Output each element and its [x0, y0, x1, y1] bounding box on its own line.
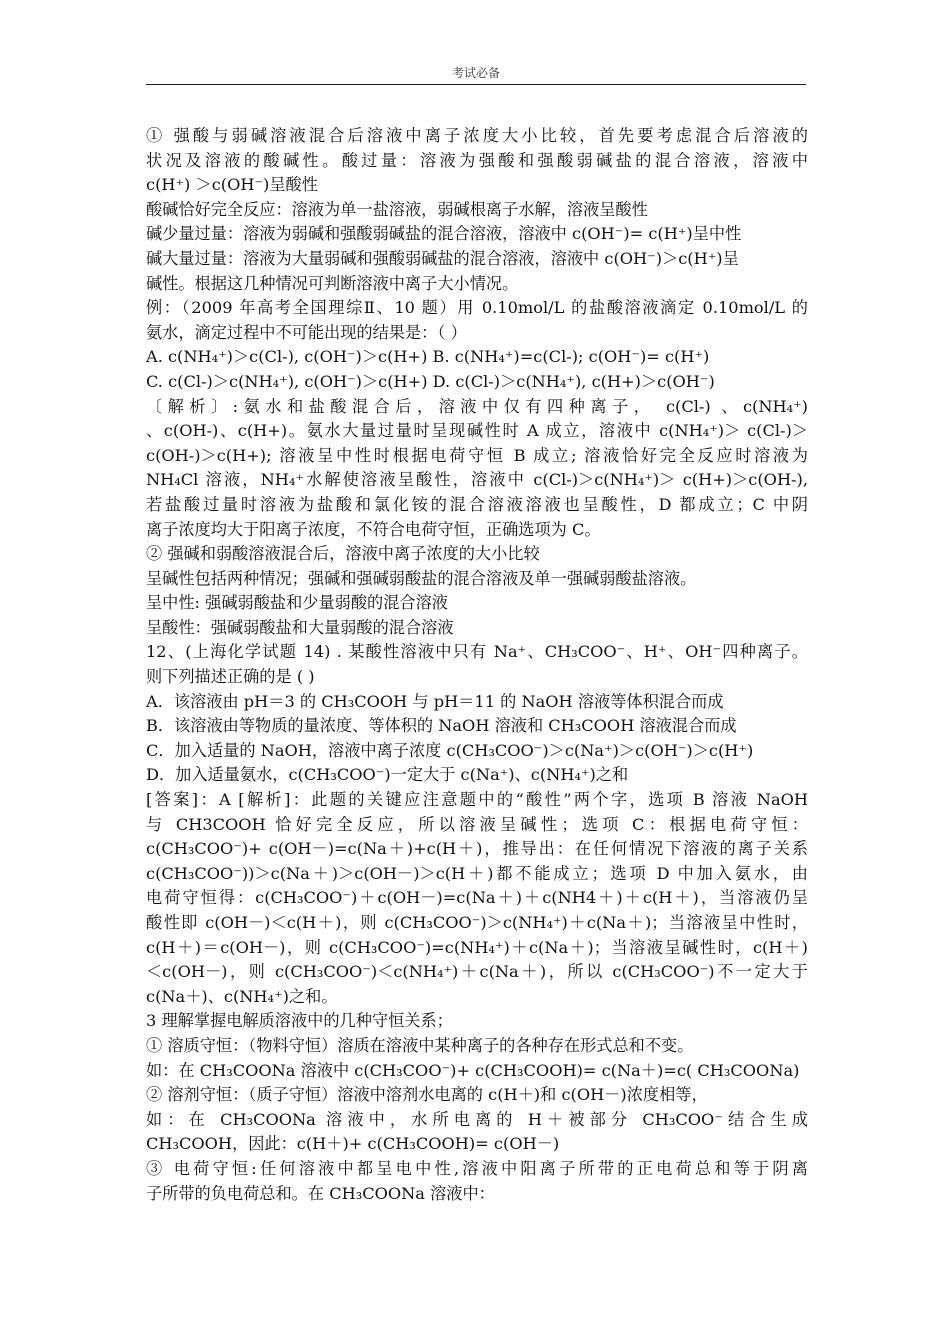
text-line: 子所带的负电荷总和。在 CH₃COONa 溶液中：: [146, 1183, 495, 1203]
text-line: 状况及溶液的酸碱性。酸过量：溶液为强酸和强酸弱碱盐的混合溶液，溶液中: [146, 150, 808, 170]
text-line: c(CH₃COO⁻)+ c(OH－)=c(Na＋)+c(H＋)，推导出：在任何情况下溶液的离子关系: [146, 839, 808, 859]
text-line: [答案]：A [解析]：此题的关键应注意题中的“酸性”两个字，选项 B 溶液 NaOH: [146, 790, 808, 810]
document-body: [146, 124, 808, 1206]
page-header: 考试必备: [451, 66, 500, 80]
text-line: ③ 电荷守恒:任何溶液中都呈电中性,溶液中阳离子所带的正电荷总和等于阴离: [146, 1158, 808, 1178]
text-line: A. c(NH₄⁺)＞c(Cl-), c(OH⁻)＞c(H+) B. c(NH₄⁺)=c(Cl-); c(OH⁻)= c(H⁺): [146, 347, 710, 367]
text-line: ② 强碱和弱酸溶液混合后，溶液中离子浓度的大小比较: [146, 544, 540, 564]
text-line: 若盐酸过量时溶液为盐酸和氯化铵的混合溶液溶液也呈酸性，D 都成立；C 中阴: [146, 494, 808, 514]
text-line: 呈酸性：强碱弱酸盐和大量弱酸的混合溶液: [146, 617, 454, 637]
text-line: ② 溶剂守恒：（质子守恒）溶液中溶剂水电离的 c(H＋)和 c(OH－)浓度相等，: [146, 1085, 708, 1105]
text-line: B．该溶液由等物质的量浓度、等体积的 NaOH 溶液和 CH₃COOH 溶液混合而成: [146, 716, 737, 736]
text-line: C. c(Cl-)＞c(NH₄⁺), c(OH⁻)＞c(H+) D. c(Cl-)＞c(NH₄⁺), c(H+)＞c(OH⁻): [146, 371, 715, 391]
text-line: 3 理解掌握电解质溶液中的几种守恒关系；: [146, 1011, 453, 1031]
text-line: c(H＋)＝c(OH－)，则 c(CH₃COO⁻)=c(NH₄⁺)＋c(Na＋)；当溶液呈碱性时，c(H＋): [146, 937, 808, 957]
text-line: 、c(OH-)、c(H+)。氨水大量过量时呈现碱性时 A 成立，溶液中 c(NH₄⁺)＞ c(Cl-)＞: [146, 421, 808, 441]
text-line: c(Na＋)、c(NH₄⁺)之和。: [146, 986, 338, 1006]
text-line: c(OH-)＞c(H+); 溶液呈中性时根据电荷守恒 B 成立; 溶液恰好完全反应时溶液为: [146, 445, 808, 465]
text-line: 呈中性: 强碱弱酸盐和少量弱酸的混合溶液: [146, 593, 448, 613]
text-line: 碱性。根据这几种情况可判断溶液中离子大小情况。: [146, 273, 519, 293]
text-line: 电荷守恒得：c(CH₃COO⁻)＋c(OH－)=c(Na＋)＋c(NH4＋)＋c(H＋)，当溶液仍呈: [146, 888, 808, 908]
text-line: 则下列描述正确的是 ( ): [146, 667, 315, 687]
text-line: NH₄Cl 溶液，NH₄⁺水解使溶液呈酸性，溶液中 c(Cl-)＞c(NH₄⁺)＞ c(H+)＞c(OH-),: [146, 470, 808, 490]
text-line: 离子浓度均大于阳离子浓度，不符合电荷守恒，正确选项为 C。: [146, 519, 601, 539]
text-line: 12、(上海化学试题 14) . 某酸性溶液中只有 Na⁺、CH₃COO⁻、H⁺、OH⁻四种离子。: [146, 642, 808, 662]
text-line: A．该溶液由 pH＝3 的 CH₃COOH 与 pH＝11 的 NaOH 溶液等体积混合而成: [146, 691, 724, 711]
text-line: 呈碱性包括两种情况；强碱和强碱弱酸盐的混合溶液及单一强碱弱酸盐溶液。: [146, 568, 697, 588]
text-line: 碱少量过量：溶液为弱碱和强酸弱碱盐的混合溶液，溶液中 c(OH⁻)= c(H⁺)呈中性: [146, 224, 742, 244]
text-line: 〔解析〕:氨水和盐酸混合后，溶液中仅有四种离子， c(Cl-) 、c(NH₄⁺): [146, 396, 808, 416]
text-line: CH₃COOH，因此：c(H＋)+ c(CH₃COOH)= c(OH－): [146, 1134, 560, 1154]
text-line: 例：（2009 年高考全国理综Ⅱ、10 题）用 0.10mol/L 的盐酸溶液滴定 0.10mol/L 的: [146, 298, 808, 318]
text-line: 如：在 CH₃COONa 溶液中 c(CH₃COO⁻)+ c(CH₃COOH)= c(Na＋)=c( CH₃COONa): [146, 1060, 800, 1080]
text-line: 与 CH3COOH 恰好完全反应，所以溶液呈碱性；选项 C：根据电荷守恒：: [146, 814, 808, 834]
text-line: 如：在 CH₃COONa 溶液中，水所电离的 H＋被部分 CH₃COO⁻结合生成: [146, 1109, 808, 1129]
text-line: c(CH₃COO⁻))＞c(Na＋)＞c(OH－)＞c(H＋)都不能成立；选项 D 中加入氨水，由: [146, 863, 808, 883]
text-line: 氨水，滴定过程中不可能出现的结果是：（ ）: [146, 322, 467, 342]
text-line: ① 强酸与弱碱溶液混合后溶液中离子浓度大小比较，首先要考虑混合后溶液的: [146, 126, 808, 145]
text-line: 碱大量过量：溶液为大量弱碱和强酸弱碱盐的混合溶液，溶液中 c(OH⁻)＞c(H⁺)呈: [146, 248, 739, 268]
header-rule: [146, 84, 806, 85]
text-line: ① 溶质守恒：（物料守恒）溶质在溶液中某种离子的各种存在形式总和不变。: [146, 1035, 694, 1055]
text-line: 酸性即 c(OH－)＜c(H＋)，则 c(CH₃COO⁻)＞c(NH₄⁺)＋c(Na＋)；当溶液呈中性时，: [146, 913, 808, 932]
text-line: 酸碱恰好完全反应：溶液为单一盐溶液，弱碱根离子水解，溶液呈酸性: [146, 199, 648, 219]
text-line: c(H⁺) ＞c(OH⁻)呈酸性: [146, 175, 318, 195]
text-line: ＜c(OH－)，则 c(CH₃COO⁻)＜c(NH₄⁺)＋c(Na＋)，所以 c(CH₃COO⁻)不一定大于: [146, 962, 808, 982]
text-line: C．加入适量的 NaOH，溶液中离子浓度 c(CH₃COO⁻)＞c(Na⁺)＞c(OH⁻)＞c(H⁺): [146, 740, 754, 760]
text-line: D．加入适量氨水，c(CH₃COO⁻)一定大于 c(Na⁺)、c(NH₄⁺)之和: [146, 765, 629, 785]
